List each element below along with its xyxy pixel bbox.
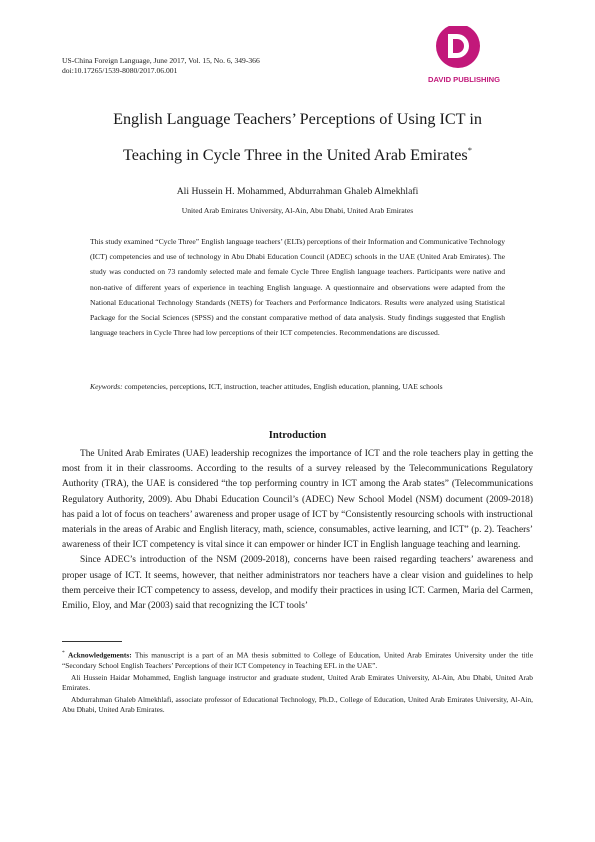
acknowledgements-text: This manuscript is a part of an MA thesis submitted to College of Education, United Arab Emirates University under the title “Secondary School English Teachers’ Perceptions of their ICT Competency in Teaching EFL in the UAE”. [62, 650, 533, 671]
paragraph: Since ADEC’s introduction of the NSM (2009-2018), concerns have been raised regarding teachers’ awareness and proper usage of ICT. It seems, however, that neither administrators nor teachers have a clear vision and guidelines to help them perceive their ICT competency to assess, develop, and modify their practices in using ICT. Carmen, Maria del Carmen, Emilio, Eloy, and Mar (2003) said that recognizing the ICT tools’ [62, 555, 533, 612]
publisher-logo-icon [426, 26, 536, 86]
footnote-marker: * [62, 650, 65, 656]
publisher-logo [426, 26, 536, 86]
publisher-logo-text: DAVID PUBLISHING [428, 75, 501, 84]
footnote-divider [62, 641, 122, 642]
footnote-acknowledgements [62, 648, 533, 672]
keywords [90, 379, 505, 394]
authors: Ali Hussein H. Mohammed, Abdurrahman Ghaleb Almekhlafi [176, 186, 419, 197]
affiliation: United Arab Emirates University, Al-Ain, Abu Dhabi, United Arab Emirates [181, 206, 414, 215]
abstract: This study examined “Cycle Three” English language teachers’ (ELTs) perceptions of their Information and Communicative Technology (ICT) competencies and use of technology in Abu Dhabi Education Council (ADEC) schools in the UAE (United Arab Emirates). The study was conducted on 73 randomly selected male and female Cycle Three English language teachers. Participants were native and non-native of different years of experience in teaching English language. A questionnaire and observations were adapted from the National Educational Technology Standards (NETS) for Teachers and Performance Indicators. Results were analyzed using Statistical Package for the Social Sciences (SPSS) and the constant comparative method of data analysis. Study findings suggested that English language teachers in Cycle Three had low perceptions of their ICT competencies. Recommendations are discussed. [90, 237, 505, 338]
title-footnote-marker: * [467, 145, 472, 155]
paragraph: The United Arab Emirates (UAE) leadership recognizes the importance of ICT and the role teachers play in getting the most from it in their classrooms. According to the results of a survey released by the Telecommunications Regulatory Authority (TRA), the UAE is considered “the top performing country in ICT among the Arab states” (Telecommunications Regulatory Authority, 2009). Abu Dhabi Education Council’s (ADEC) New School Model (NSM) document (2009-2018) has paid a lot of focus on teachers’ awareness and proper usage of ICT by “Consistently resourcing schools with instructional materials in the areas of Arabic and English literacy, math, science, consumables, active learning, and ICT” (p. 2). Teachers’ awareness of their ICT competency is vital since it can empower or hinder ICT in English language teaching and learning. [62, 449, 533, 551]
footnote-author-1: Ali Hussein Haidar Mohammed, English language instructor and graduate student, United Arab Emirates University, Al-Ain, Abu Dhabi, United Arab Emirates. [62, 672, 533, 693]
footnote-author-2: Abdurrahman Ghaleb Almekhlafi, associate professor of Educational Technology, Ph.D., College of Education, United Arab Emirates University, Al-Ain, Abu Dhabi, United Arab Emirates. [62, 694, 533, 715]
title-line-2: Teaching in Cycle Three in the United Arab Emirates* [123, 145, 472, 164]
keywords-text: competencies, perceptions, ICT, instruction, teacher attitudes, English education, planning, UAE schools [124, 382, 443, 391]
acknowledgements-label: Acknowledgements: [68, 650, 132, 660]
journal-header [62, 56, 260, 76]
title-line-1: English Language Teachers’ Perceptions of Using ICT in [113, 110, 482, 128]
keywords-label: Keywords: [90, 382, 123, 391]
section-heading-introduction: Introduction [268, 430, 327, 441]
footnotes [62, 648, 533, 717]
doi: doi:10.17265/1539-8080/2017.06.001 [62, 66, 178, 75]
journal-citation: US-China Foreign Language, June 2017, Vol. 15, No. 6, 349-366 [62, 56, 260, 65]
paper-title [40, 104, 555, 171]
introduction-body [62, 447, 533, 614]
